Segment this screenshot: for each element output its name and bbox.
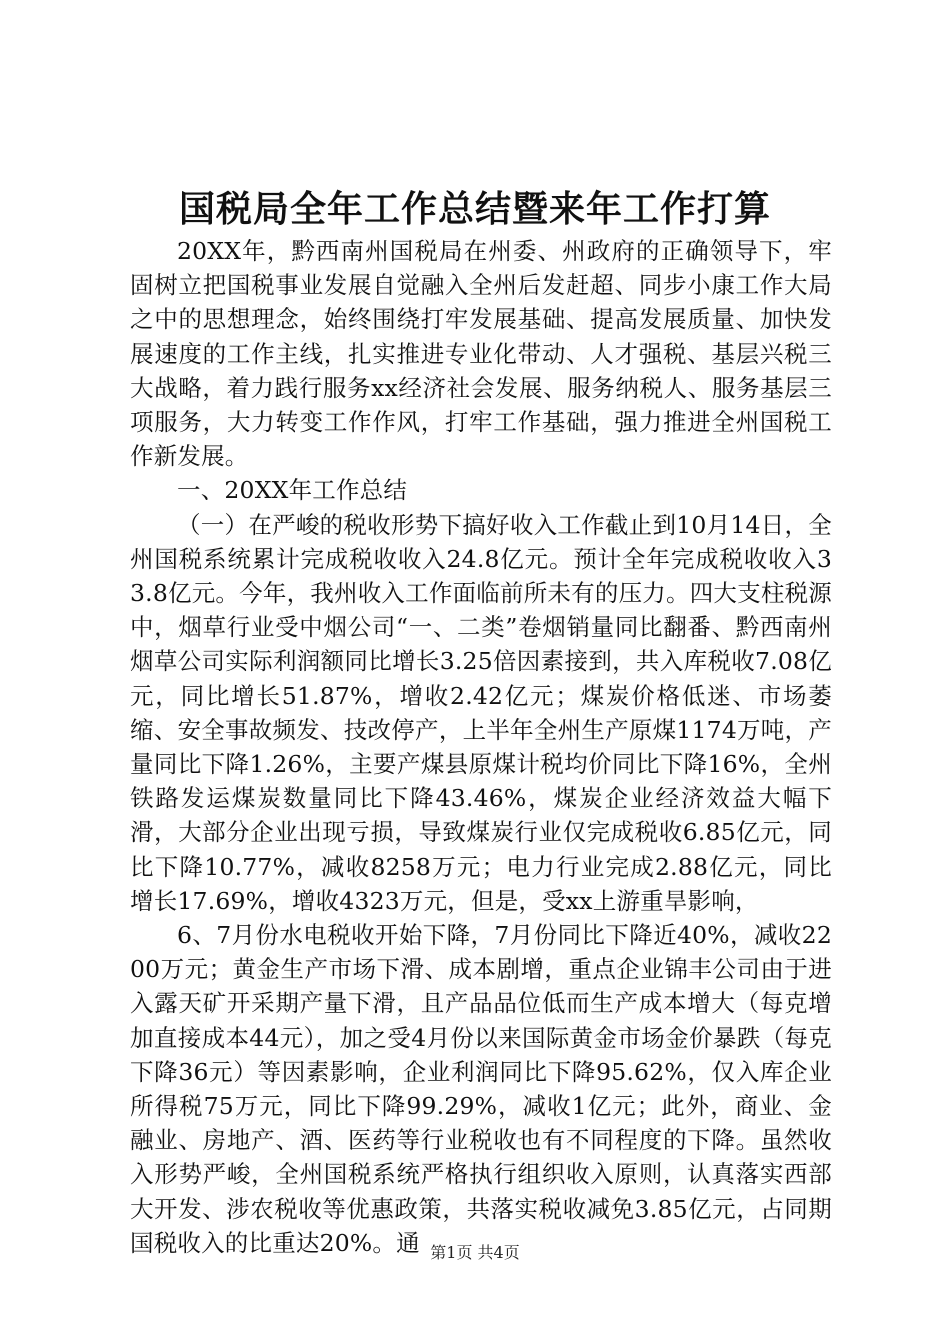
page-number-footer: 第1页 共4页	[430, 1243, 520, 1262]
section-heading: 一、20XX年工作总结	[177, 476, 408, 505]
document-body	[130, 234, 832, 1260]
continuation-paragraph: 6、7月份水电税收开始下降，7月份同比下降近40%，减收2200万元；黄金生产市场下滑、成本剧增，重点企业锦丰公司由于进入露天矿开采期产量下滑，且产品品位低而生产成本增大（每克增加直接成本44元），加之受4月份以来国际黄金市场金价暴跌（每克下降36元）等因素影响，企业利润同比下降95.62%，仅入库企业所得税75万元，同比下降99.29%，减收1亿元；此外，商业、金融业、房地产、酒、医药等行业税收也有不同程度的下降。虽然收入形势严峻，全州国税系统严格执行组织收入原则，认真落实西部大开发、涉农税收等优惠政策，共落实税收减免3.85亿元，占同期国税收入的比重达20%。通	[130, 921, 832, 1257]
document-title: 国税局全年工作总结暨来年工作打算	[178, 188, 771, 230]
revenue-paragraph: （一）在严峻的税收形势下搞好收入工作截止到10月14日，全州国税系统累计完成税收收入24.8亿元。预计全年完成税收收入33.8亿元。今年，我州收入工作面临前所未有的压力。四大支柱税源中，烟草行业受中烟公司“一、二类”卷烟销量同比翻番、黔西南州烟草公司实际利润额同比增长3.25倍因素接到，共入库税收7.08亿元，同比增长51.87%，增收2.42亿元；煤炭价格低迷、市场萎缩、安全事故频发、技改停产，上半年全州生产原煤1174万吨，产量同比下降1.26%，主要产煤县原煤计税均价同比下降16%，全州铁路发运煤炭数量同比下降43.46%，煤炭企业经济效益大幅下滑，大部分企业出现亏损，导致煤炭行业仅完成税收6.85亿元，同比下降10.77%，减收8258万元；电力行业完成2.88亿元，同比增长17.69%，增收4323万元，但是，受xx上游重旱影响，	[130, 510, 832, 915]
intro-paragraph: 20XX年，黔西南州国税局在州委、州政府的正确领导下，牢固树立把国税事业发展自觉融入全州后发赶超、同步小康工作大局之中的思想理念，始终围绕打牢发展基础、提高发展质量、加快发展速度的工作主线，扎实推进专业化带动、人才强税、基层兴税三大战略，着力践行服务xx经济社会发展、服务纳税人、服务基层三项服务，大力转变工作作风，打牢工作基础，强力推进全州国税工作新发展。	[130, 237, 832, 471]
